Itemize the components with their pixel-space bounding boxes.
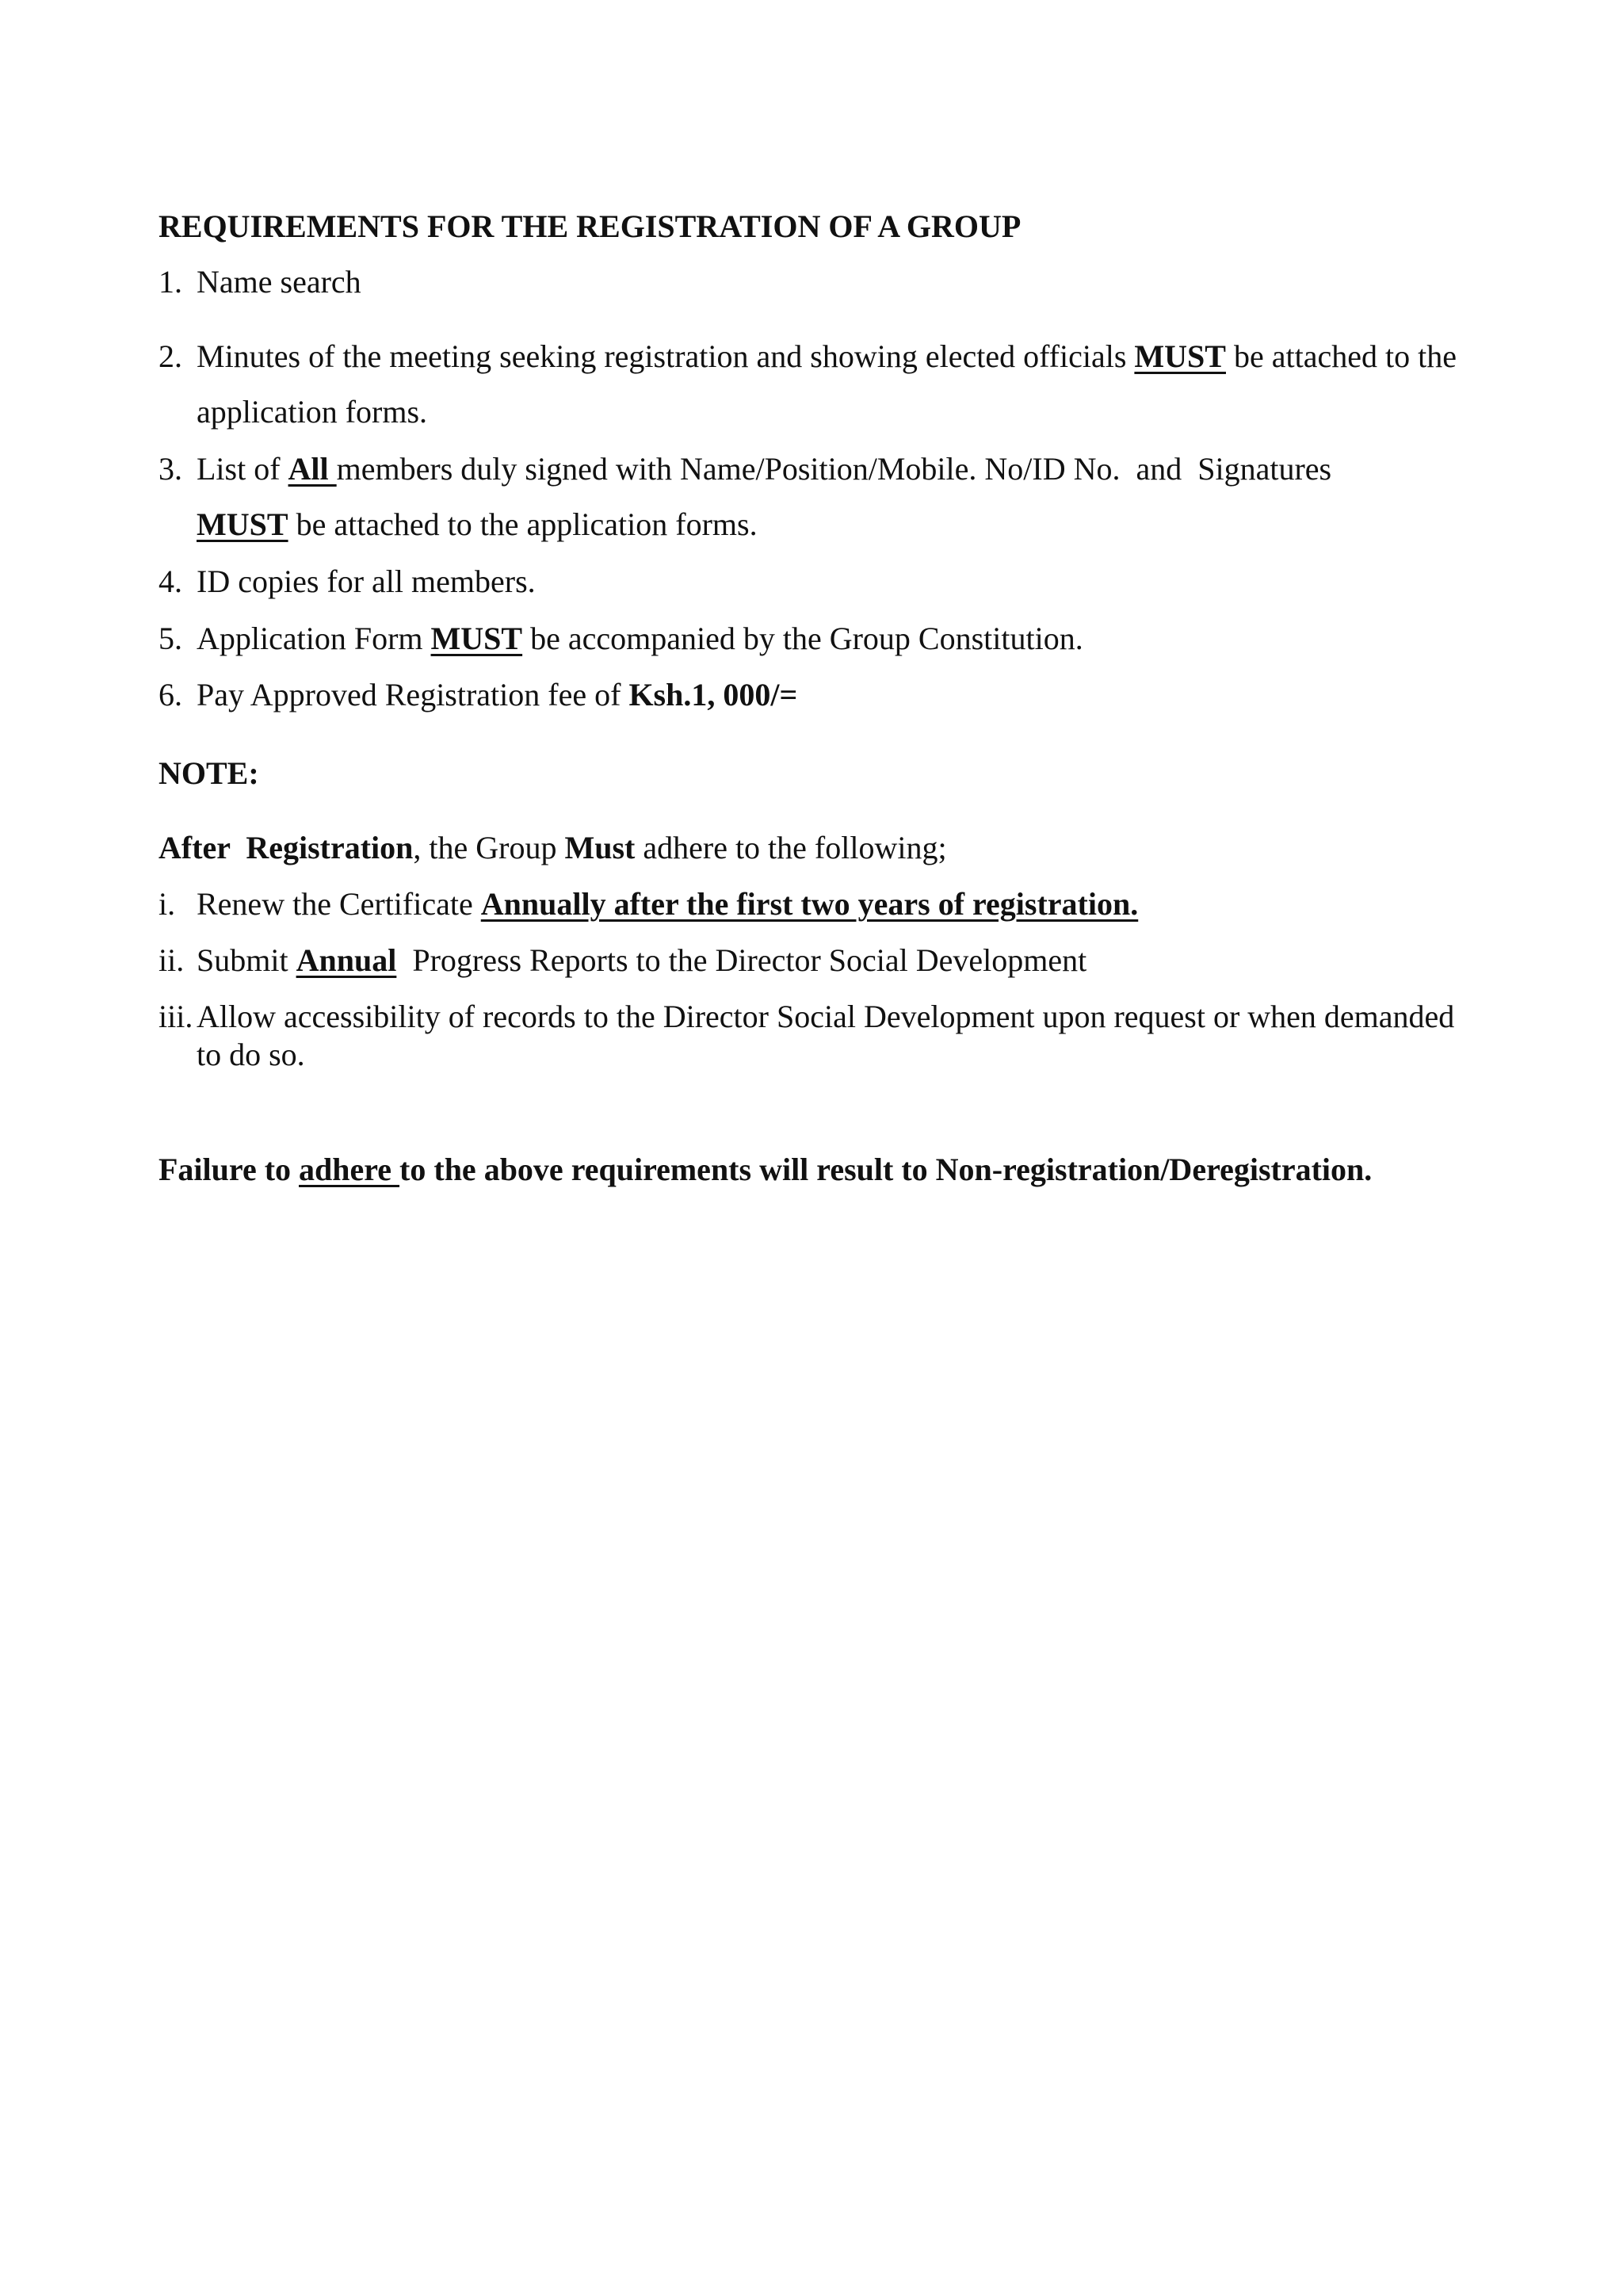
emphasis-adhere: adhere — [299, 1152, 400, 1187]
note-heading: NOTE: — [158, 755, 259, 791]
emphasis-must: MUST — [430, 621, 523, 656]
item-number: 4. — [158, 563, 182, 599]
item-text: be accompanied by the Group Constitution. — [522, 621, 1083, 656]
requirement-item — [158, 450, 1331, 488]
item-text: Progress Reports to the Director Social Development — [396, 942, 1087, 978]
after-registration-bold: After Registration — [158, 830, 414, 865]
requirement-item — [158, 338, 1457, 376]
must-bold: Must — [564, 830, 636, 865]
item-text: to do so. — [197, 1037, 305, 1072]
emphasis-annual: Annual — [296, 942, 397, 978]
item-number: 1. — [158, 264, 182, 300]
document-title: REQUIREMENTS FOR THE REGISTRATION OF A GROUP — [158, 208, 1022, 244]
item-text: List of — [197, 451, 288, 487]
obligation-item — [158, 998, 1454, 1036]
item-text: Application Form — [197, 621, 431, 656]
item-text: be attached to the — [1225, 338, 1457, 374]
item-numeral: i. — [158, 886, 176, 922]
requirement-item — [158, 263, 361, 301]
item-text: Pay Approved Registration fee of — [197, 677, 629, 712]
item-number: 5. — [158, 621, 182, 656]
item-number: 3. — [158, 451, 182, 487]
after-text: adhere to the following; — [635, 830, 947, 865]
after-text: , the Group — [413, 830, 565, 865]
emphasis-must: MUST — [197, 506, 288, 542]
item-text: be attached to the application forms. — [288, 506, 758, 542]
emphasis-annually: Annually after the first two years of registration. — [480, 886, 1139, 922]
item-text: Minutes of the meeting seeking registration and showing elected officials — [197, 338, 1135, 374]
obligation-continuation — [197, 1036, 305, 1074]
obligation-item — [158, 942, 1086, 980]
requirement-continuation — [197, 393, 427, 431]
item-numeral: iii. — [158, 999, 193, 1034]
requirement-item — [158, 620, 1083, 658]
requirement-item — [158, 676, 797, 714]
item-text: Name search — [197, 264, 361, 300]
failure-text: Failure to — [158, 1152, 300, 1187]
failure-text: to the above requirements will result to Non-registration/Deregistration. — [399, 1152, 1373, 1187]
after-registration-line — [158, 829, 947, 867]
emphasis-must: MUST — [1134, 338, 1226, 374]
item-text: Renew the Certificate — [197, 886, 481, 922]
obligation-item — [158, 885, 1138, 923]
requirement-item — [158, 563, 536, 601]
fee-amount: Ksh.1, 000/= — [628, 677, 798, 712]
item-number: 2. — [158, 338, 182, 374]
failure-warning — [158, 1151, 1372, 1189]
item-text: Allow accessibility of records to the Director Social Development upon request or when demanded — [197, 999, 1455, 1034]
item-number: 6. — [158, 677, 182, 712]
item-text: ID copies for all members. — [197, 563, 536, 599]
requirement-continuation — [197, 506, 758, 544]
item-numeral: ii. — [158, 942, 185, 978]
item-text: Submit — [197, 942, 296, 978]
emphasis-all: All — [288, 451, 337, 487]
item-text: members duly signed with Name/Position/Mobile. No/ID No. and Signatures — [336, 451, 1332, 487]
item-text: application forms. — [197, 394, 428, 430]
